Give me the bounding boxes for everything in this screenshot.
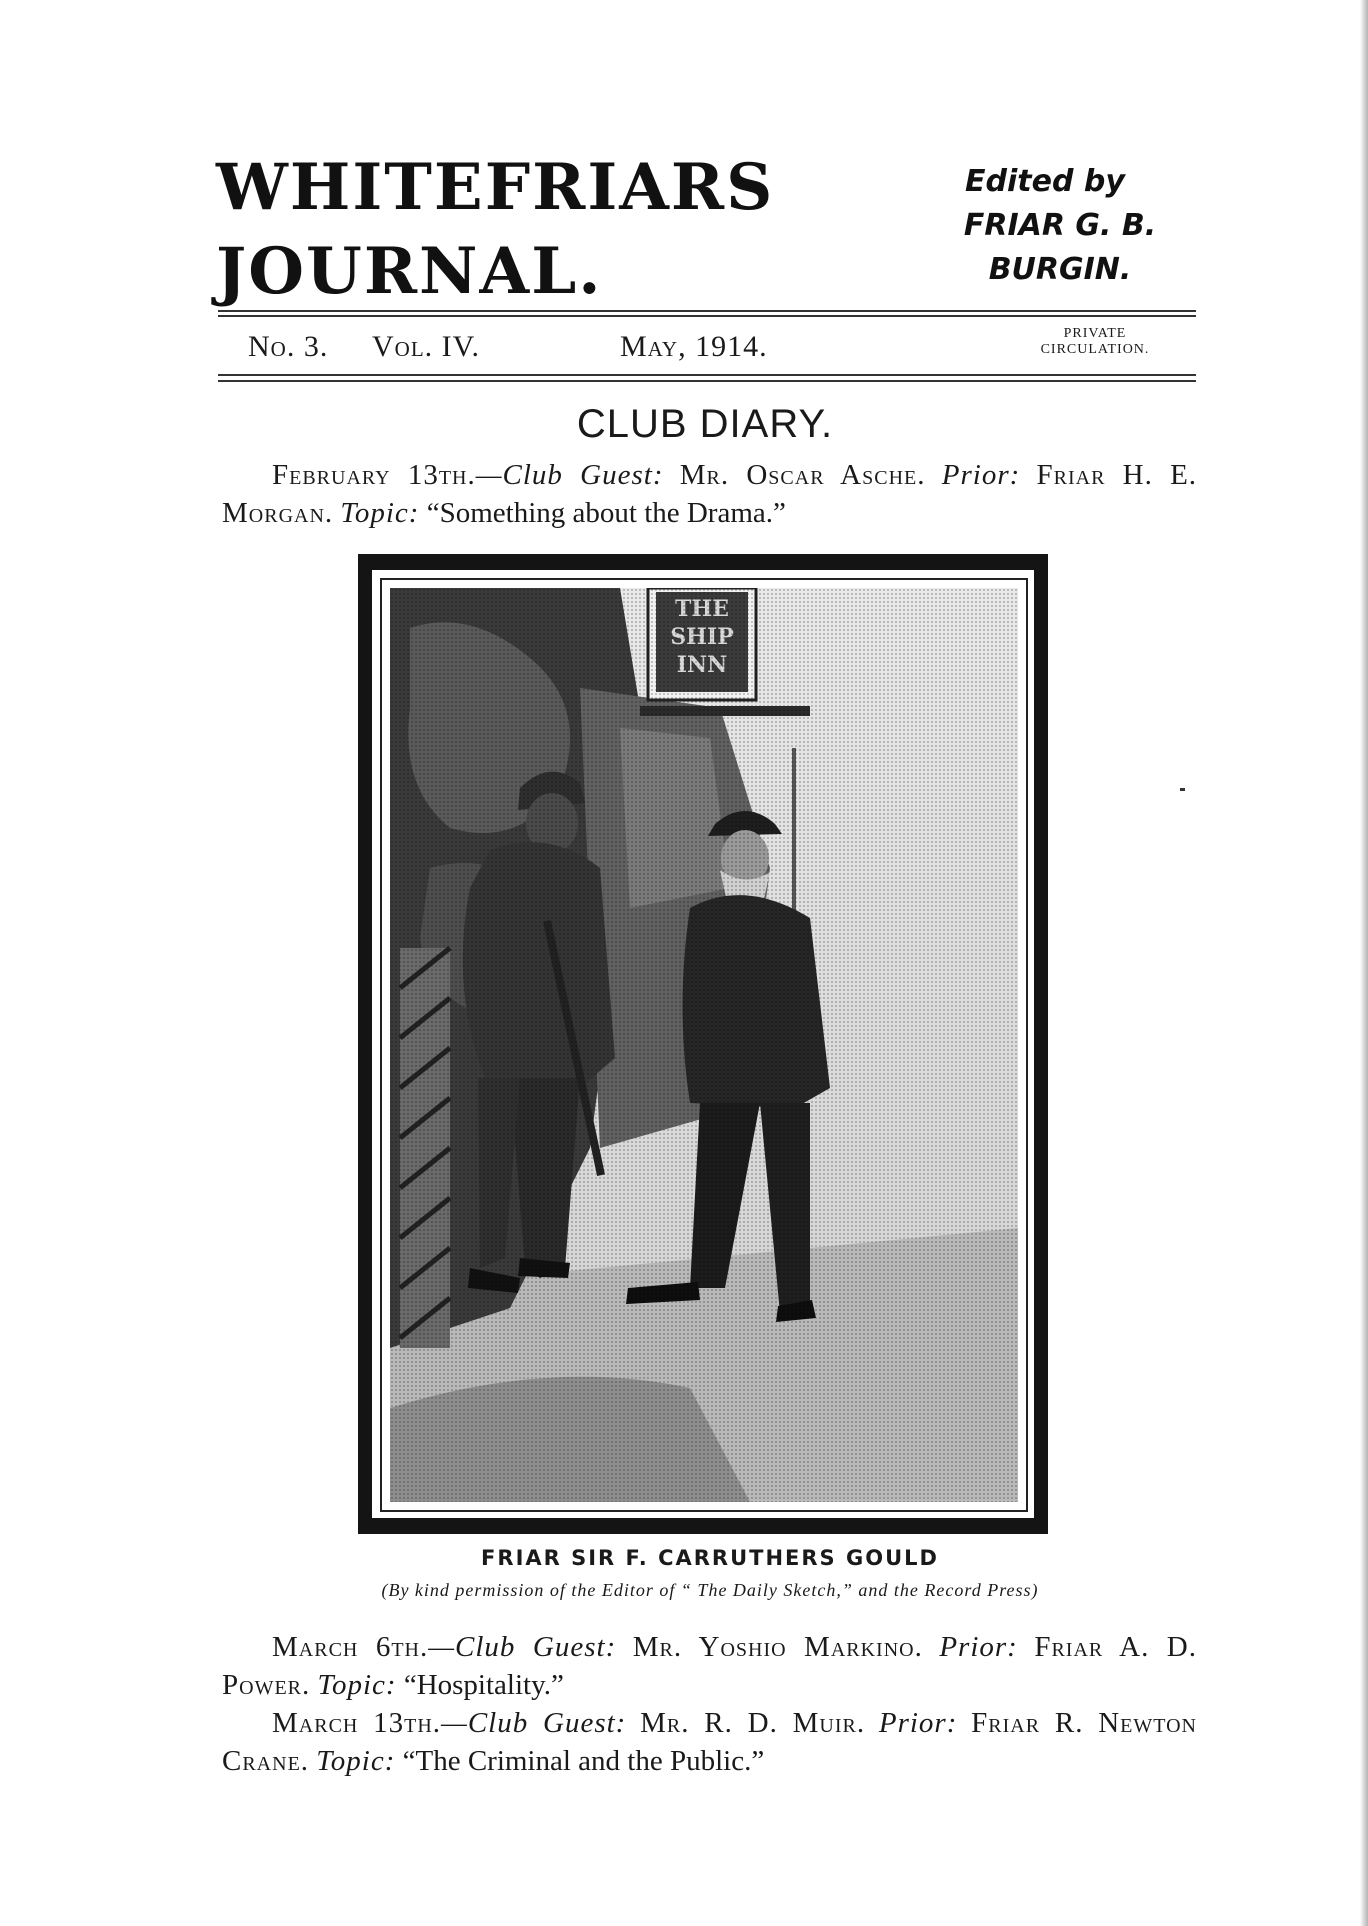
- entry-topic-label: Topic:: [340, 497, 420, 529]
- entry-topic: “The Criminal and the Public.”: [402, 1745, 765, 1777]
- entry-date: March 6th.: [272, 1631, 429, 1663]
- diary-entry-mar-6: [222, 1628, 1197, 1704]
- photo-caption: FRIAR SIR F. CARRUTHERS GOULD: [481, 1546, 939, 1570]
- issue-volume: Vol. IV.: [372, 330, 480, 363]
- entry-prior: Friar R. Newton Crane.: [222, 1707, 1197, 1777]
- masthead-rule-top-2: [218, 315, 1196, 317]
- circulation-note: [1010, 326, 1180, 358]
- entry-topic-label: Topic:: [317, 1669, 397, 1701]
- entry-topic-label: Topic:: [316, 1745, 396, 1777]
- speck: [1180, 788, 1185, 791]
- photo-credit: (By kind permission of the Editor of “ The Daily Sketch,” and the Record Press): [381, 1580, 1039, 1600]
- masthead-rule-top-1: [218, 310, 1196, 312]
- entry-guest: Mr. Yoshio Markino.: [632, 1631, 923, 1663]
- page-edge-shadow: [1360, 0, 1368, 1926]
- editor-line1: Edited by: [965, 164, 1125, 199]
- entry-prior-label: Prior:: [939, 1631, 1018, 1663]
- circulation-line1: PRIVATE: [1063, 326, 1127, 341]
- entry-guest-label: —Club Guest:: [441, 1707, 627, 1739]
- entry-guest-label: —Club Guest:: [475, 459, 664, 491]
- diary-entry-mar-13: [222, 1704, 1197, 1780]
- section-title: CLUB DIARY.: [576, 402, 834, 446]
- entry-guest: Mr. Oscar Asche.: [679, 459, 926, 491]
- editor-credit: [930, 160, 1190, 292]
- masthead-rule-bottom-2: [218, 380, 1196, 382]
- editor-line2: FRIAR G. B.: [963, 208, 1157, 243]
- entry-date: February 13th.: [272, 459, 476, 491]
- entry-guest-label: —Club Guest:: [428, 1631, 617, 1663]
- masthead-title-line2: JOURNAL.: [216, 234, 603, 309]
- issue-date: May, 1914.: [620, 330, 768, 363]
- masthead-title-line1: WHITEFRIARS: [216, 150, 775, 225]
- photo-frame: [358, 554, 1048, 1534]
- photo-friar-gould: [390, 588, 1018, 1502]
- masthead-rule-bottom-1: [218, 374, 1196, 376]
- masthead-title: [216, 146, 856, 314]
- circulation-line2: CIRCULATION.: [1040, 342, 1150, 357]
- entry-topic: “Hospitality.”: [403, 1669, 564, 1701]
- entry-date: March 13th.: [272, 1707, 442, 1739]
- diary-entry-feb-13: [222, 456, 1197, 532]
- entry-prior: Friar H. E. Morgan.: [222, 459, 1198, 529]
- entry-prior-label: Prior:: [941, 459, 1021, 491]
- issue-number: No. 3.: [248, 330, 329, 363]
- editor-line3: BURGIN.: [988, 252, 1132, 287]
- entry-topic: “Something about the Drama.”: [426, 497, 786, 529]
- entry-guest: Mr. R. D. Muir.: [640, 1707, 866, 1739]
- entry-prior: Friar A. D. Power.: [222, 1631, 1197, 1701]
- entry-prior-label: Prior:: [878, 1707, 958, 1739]
